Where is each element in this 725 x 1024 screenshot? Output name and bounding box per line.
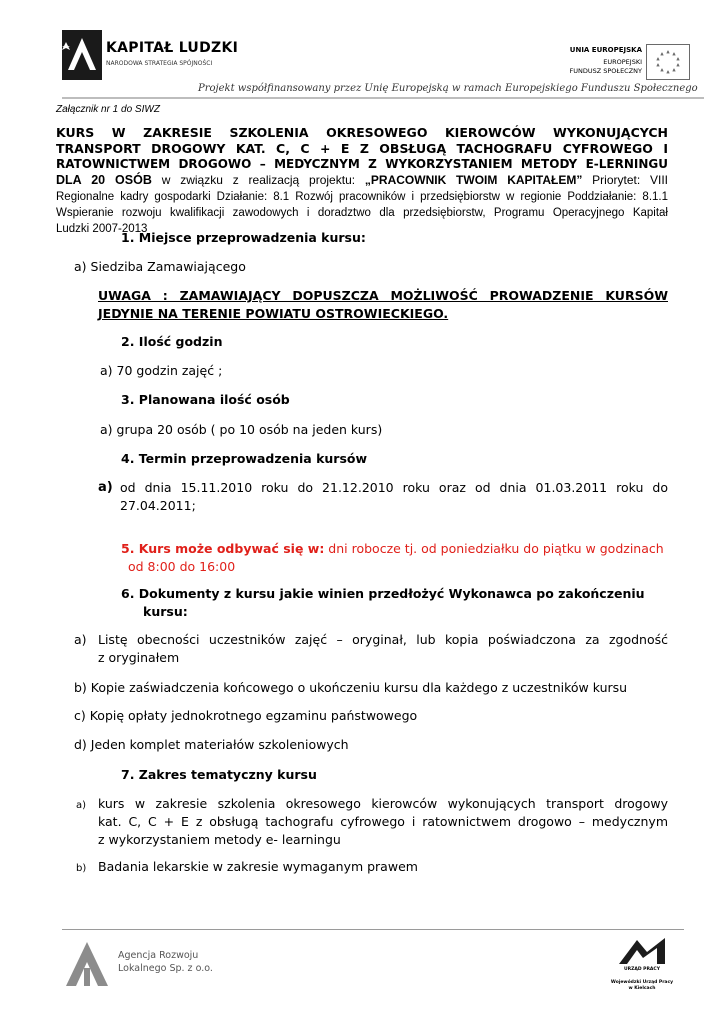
section-3-heading: 3. Planowana ilość osób [121,392,290,407]
section-1-note [98,287,668,323]
section-5-heading: 5. Kurs może odbywać się w: [121,541,325,556]
title-line-2: TRANSPORT DROGOWY KAT. C, C + E Z OBSŁUGĄ TACHOGRAFU CYFROWEGO I [56,141,668,156]
labour-office-emblem-icon [617,936,667,966]
section-7-item-b-label: b) [76,863,87,874]
title-priority: Priorytet: VIII [582,173,669,187]
footer-divider [62,929,684,930]
kapital-ludzki-emblem-icon [62,30,102,80]
section-7-item-b-text: Badania lekarskie w zakresie wymaganym prawem [98,859,418,874]
title-line-6: Wspieranie rozwoju kwalifikacji zawodowych i doradztwo dla przedsiębiorstw, Programu Operacyjnego Kapitał [56,207,668,219]
section-3-item-a: a) grupa 20 osób ( po 10 osób na jeden kurs) [100,422,383,437]
cofinance-note: Projekt współfinansowany przez Unię Europejską w ramach Europejskiego Funduszu Społecznego [198,83,698,94]
section-4-date-line-1: od dnia 15.11.2010 roku do 21.12.2010 roku oraz od dnia 01.03.2011 roku do [120,480,668,495]
title-line-3: RATOWNICTWEM DROGOWO – MEDYCZNYM Z WYKORZYSTANIEM METODY E-LERNINGU [56,157,668,171]
agency-logo [62,938,232,990]
section-6-heading [121,585,681,621]
section-6-item-c: c) Kopię opłaty jednokrotnego egzaminu państwowego [74,708,418,723]
section-1-heading: 1. Miejsce przeprowadzenia kursu: [121,230,366,245]
kl-title: KAPITAŁ LUDZKI [106,40,239,56]
eu-logo [560,44,690,82]
eu-line3: FUNDUSZ SPOŁECZNY [569,67,642,75]
section-4-date-line-2: 27.04.2011; [120,498,196,513]
section-6-item-a [74,631,668,667]
eu-line1: UNIA EUROPEJSKA [569,46,642,54]
section-6-heading-line-1: 6. Dokumenty z kursu jakie winien przedłożyć Wykonawca po zakończeniu [121,586,645,601]
section-6-item-a-label: a) [74,632,87,647]
project-name: „PRACOWNIK TWOIM KAPITAŁEM” [364,173,583,187]
note-line-1: UWAGA : ZAMAWIAJĄCY DOPUSZCZA MOŻLIWOŚĆ PROWADZENIE KURSÓW [98,288,668,303]
section-7-item-a-line-3: z wykorzystaniem metody e- learningu [98,832,341,847]
section-6-item-d: d) Jeden komplet materiałów szkoleniowych [74,737,349,752]
section-4-item-a [98,479,668,515]
section-4-heading: 4. Termin przeprowadzenia kursów [121,451,368,466]
section-7-item-a-line-2: kat. C, C + E z obsługą tachografu cyfrowego i ratownictwem drogowo – medycznym [98,814,668,829]
section-5 [121,540,681,576]
section-7-item-a-label: a) [76,800,87,811]
note-line-2: JEDYNIE NA TERENIE POWIATU OSTROWIECKIEGO. [98,306,449,321]
section-6-item-a-line-1: Listę obecności uczestników zajęć – oryginał, lub kopia poświadczona za zgodność [98,632,668,647]
attachment-label: Załącznik nr 1 do SIWZ [56,104,160,115]
section-2-heading: 2. Ilość godzin [121,334,223,349]
labour-office-logo [610,936,674,996]
eu-line2: EUROPEJSKI [603,58,642,66]
title-line-4 [56,172,668,189]
agency-name-line-1: Agencja Rozwoju [118,950,199,961]
title-line-5: Regionalne kadry gospodarki Działanie: 8.1 Rozwój pracowników i przedsiębiorstw w regionie Poddziałanie: 8.1.1 [56,191,668,203]
labour-office-line-1: Wojewódzki Urząd Pracy [610,980,674,985]
section-7-item-a [76,795,668,849]
section-4-item-a-label: a) [98,480,113,495]
header-divider [62,97,704,99]
section-7-item-b [76,858,668,876]
section-5-hours: od 8:00 do 16:00 [128,559,236,574]
document-title [56,125,668,237]
eu-flag-icon [646,44,690,80]
section-1-item-a: a) Siedziba Zamawiającego [74,259,246,274]
title-participants: DLA 20 OSÓB [56,173,152,187]
section-6-item-b: b) Kopie zaświadczenia końcowego o ukończeniu kursu dla każdego z uczestników kursu [74,680,628,695]
title-line-1: KURS W ZAKRESIE SZKOLENIA OKRESOWEGO KIEROWCÓW WYKONUJĄCYCH [56,125,668,140]
agency-emblem-icon [62,938,112,988]
section-6-heading-line-2: kursu: [143,604,188,619]
section-2-item-a: a) 70 godzin zajęć ; [100,363,223,378]
labour-office-line-2: w Kielcach [628,986,656,991]
section-7-heading: 7. Zakres tematyczny kursu [121,767,317,782]
section-7-item-a-line-1: kurs w zakresie szkolenia okresowego kierowców wykonujących transport drogowy [98,796,668,811]
section-6-item-a-line-2: z oryginałem [98,650,180,665]
agency-name-line-2: Lokalnego Sp. z o.o. [118,963,213,974]
kl-subtitle: NARODOWA STRATEGIA SPÓJNOŚCI [106,60,213,67]
kapital-ludzki-logo [62,30,239,82]
title-line-7: Ludzki 2007-2013 [56,223,148,235]
section-5-text: dni robocze tj. od poniedziałku do piątku w godzinach [324,541,664,556]
title-context: w związku z realizacją projektu: [151,173,365,187]
labour-office-label: URZĄD PRACY [624,967,660,972]
